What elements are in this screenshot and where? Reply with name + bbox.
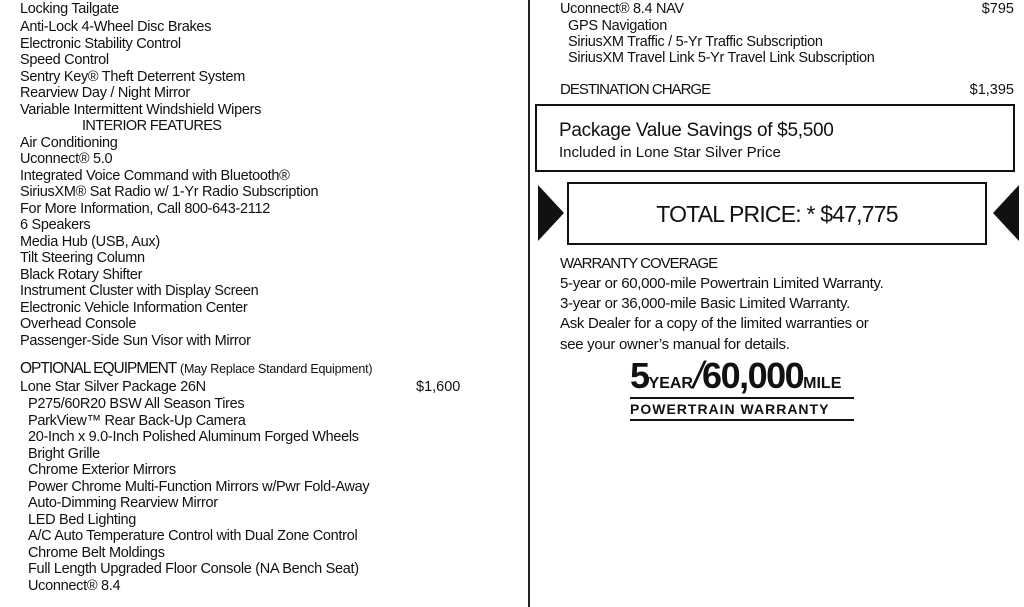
warranty-line: 3-year or 36,000-mile Basic Limited Warranty.: [560, 295, 850, 312]
package-item: Chrome Exterior Mirrors: [28, 462, 176, 478]
destination-charge-price: $1,395: [969, 82, 1014, 98]
package-item: P275/60R20 BSW All Season Tires: [28, 396, 245, 412]
feature-line: Passenger-Side Sun Visor with Mirror: [20, 333, 251, 349]
warranty-line: see your owner’s manual for details.: [560, 336, 790, 353]
optional-equipment-header: [20, 361, 372, 377]
feature-line: 6 Speakers: [20, 217, 91, 233]
feature-line: Rearview Day / Night Mirror: [20, 85, 190, 101]
arrow-right-icon: [538, 185, 564, 241]
nav-item: SiriusXM Travel Link 5-Yr Travel Link Subscription: [568, 50, 875, 66]
savings-box: [535, 104, 1015, 172]
section-heading-interior: INTERIOR FEATURES: [82, 118, 222, 134]
logo-caption: POWERTRAIN WARRANTY: [630, 401, 830, 417]
package-item: 20-Inch x 9.0-Inch Polished Aluminum Forged Wheels: [28, 429, 359, 445]
logo-miles: 60,000: [702, 355, 804, 396]
feature-line: Sentry Key® Theft Deterrent System: [20, 69, 246, 85]
feature-line: Electronic Vehicle Information Center: [20, 300, 248, 316]
package-item: ParkView™ Rear Back-Up Camera: [28, 413, 246, 429]
package-item: Full Length Upgraded Floor Console (NA Bench Seat): [28, 561, 359, 577]
total-price-value: $47,775: [820, 201, 898, 227]
nav-item: GPS Navigation: [568, 18, 667, 34]
package-item: Power Chrome Multi-Function Mirrors w/Pwr Fold-Away: [28, 479, 370, 495]
feature-line: Integrated Voice Command with Bluetooth®: [20, 168, 290, 184]
feature-line: Variable Intermittent Windshield Wipers: [20, 102, 262, 118]
package-item: A/C Auto Temperature Control with Dual Zone Control: [28, 528, 358, 544]
package-item: Bright Grille: [28, 446, 100, 462]
nav-item: SiriusXM Traffic / 5-Yr Traffic Subscription: [568, 34, 823, 50]
powertrain-warranty-logo: [630, 357, 856, 421]
package-item: Auto-Dimming Rearview Mirror: [28, 495, 218, 511]
feature-line: Tilt Steering Column: [20, 250, 145, 266]
nav-option-price: $795: [981, 1, 1014, 17]
feature-line: Overhead Console: [20, 316, 137, 332]
feature-line: Media Hub (USB, Aux): [20, 234, 160, 250]
feature-line: Uconnect® 5.0: [20, 151, 113, 167]
optional-equipment-heading: OPTIONAL EQUIPMENT: [20, 360, 177, 377]
optional-equipment-note: (May Replace Standard Equipment): [180, 362, 373, 376]
savings-title: Package Value Savings of $5,500: [559, 120, 834, 141]
logo-mile-unit: MILE: [803, 375, 842, 392]
package-item: Chrome Belt Moldings: [28, 545, 165, 561]
arrow-left-icon: [993, 185, 1019, 241]
total-price-label: TOTAL PRICE: *: [656, 201, 815, 227]
total-price-box: [567, 182, 987, 245]
feature-line: Speed Control: [20, 52, 109, 68]
feature-line: Black Rotary Shifter: [20, 267, 143, 283]
warranty-heading: WARRANTY COVERAGE: [560, 255, 718, 272]
feature-line: Electronic Stability Control: [20, 36, 181, 52]
package-item: Uconnect® 8.4: [28, 578, 121, 594]
feature-line: Instrument Cluster with Display Screen: [20, 283, 259, 299]
savings-subtitle: Included in Lone Star Silver Price: [559, 144, 781, 161]
logo-year-unit: YEAR: [648, 375, 693, 392]
package-price: $1,600: [416, 379, 461, 395]
package-name: Lone Star Silver Package 26N: [20, 379, 206, 395]
feature-line: For More Information, Call 800-643-2112: [20, 201, 270, 217]
warranty-line: Ask Dealer for a copy of the limited warranties or: [560, 315, 869, 332]
warranty-line: 5-year or 60,000-mile Powertrain Limited Warranty.: [560, 275, 884, 292]
feature-line: SiriusXM® Sat Radio w/ 1-Yr Radio Subscription: [20, 184, 319, 200]
nav-option-name: Uconnect® 8.4 NAV: [560, 1, 684, 17]
feature-line: Locking Tailgate: [20, 1, 119, 17]
feature-line: Air Conditioning: [20, 135, 118, 151]
package-item: LED Bed Lighting: [28, 512, 137, 528]
right-column: [530, 0, 1024, 607]
total-price-text: [569, 201, 985, 228]
logo-years: 5: [630, 355, 649, 396]
feature-line: Anti-Lock 4-Wheel Disc Brakes: [20, 19, 212, 35]
logo-slash: /: [692, 355, 703, 397]
destination-charge-label: DESTINATION CHARGE: [560, 81, 711, 98]
